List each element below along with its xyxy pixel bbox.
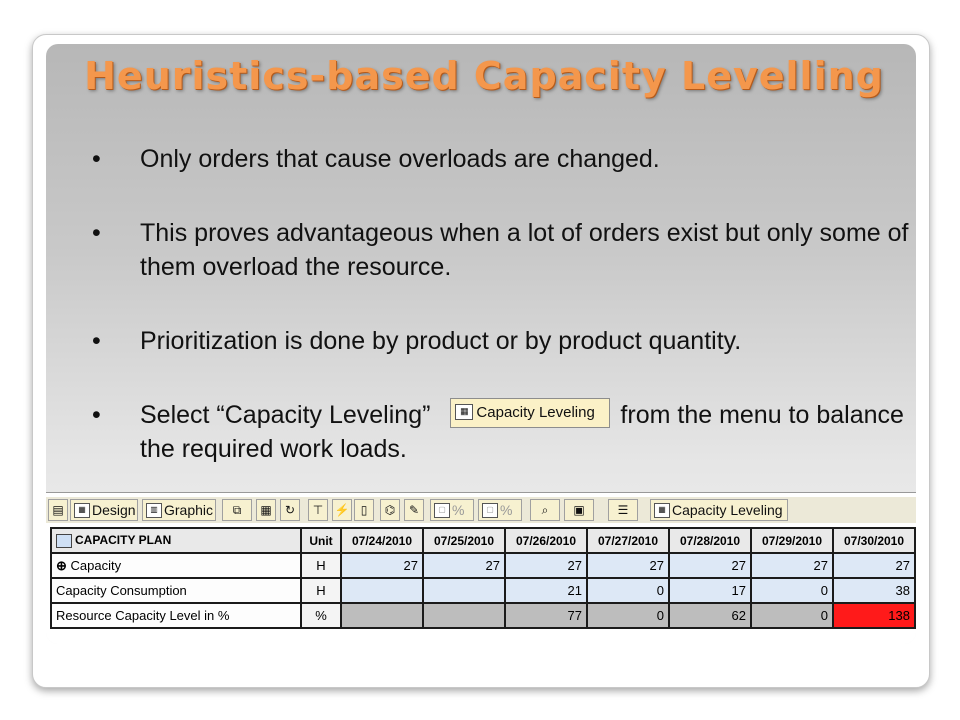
alert-icon[interactable]: ⚡ bbox=[332, 499, 352, 521]
value-cell[interactable]: 0 bbox=[587, 578, 669, 603]
unit-cell: H bbox=[301, 578, 341, 603]
open-folder-icon[interactable]: ▤ bbox=[48, 499, 68, 521]
bullet-item bbox=[86, 142, 916, 176]
value-cell[interactable]: 0 bbox=[587, 603, 669, 628]
table-icon bbox=[56, 534, 72, 548]
bullet-item bbox=[86, 398, 916, 466]
graphic-icon: ▥ bbox=[146, 503, 162, 518]
bullet-item bbox=[86, 216, 916, 284]
bullet-list bbox=[86, 142, 916, 506]
hierarchy-icon[interactable]: ⌬ bbox=[380, 499, 400, 521]
copy-icon[interactable]: ⧉ bbox=[222, 499, 252, 521]
value-cell[interactable]: 21 bbox=[505, 578, 587, 603]
value-cell[interactable]: 0 bbox=[751, 578, 833, 603]
value-cell[interactable] bbox=[341, 603, 423, 628]
view-icon[interactable]: ▣ bbox=[564, 499, 594, 521]
bullet-dot: • bbox=[92, 145, 101, 173]
date-header: 07/26/2010 bbox=[505, 528, 587, 553]
edit-icon[interactable]: ✎ bbox=[404, 499, 424, 521]
zoom-icon: ⊕ bbox=[56, 557, 67, 573]
capacity-leveling-icon: ▦ bbox=[654, 503, 670, 518]
design-icon: ▦ bbox=[74, 503, 90, 518]
date-header: 07/27/2010 bbox=[587, 528, 669, 553]
date-header: 07/28/2010 bbox=[669, 528, 751, 553]
slide-title: Heuristics-based Capacity Levelling bbox=[84, 54, 884, 98]
bullet-item bbox=[86, 324, 916, 358]
bullet-text: This proves advantageous when a lot of orders exist but only some of them overload the resource. bbox=[140, 219, 909, 281]
value-cell[interactable] bbox=[341, 578, 423, 603]
capacity-plan-table bbox=[50, 527, 916, 629]
graphic-button[interactable] bbox=[142, 499, 216, 521]
table-row bbox=[51, 553, 915, 578]
table-header-row bbox=[51, 528, 915, 553]
row-label-consumption[interactable]: Capacity Consumption bbox=[51, 578, 301, 603]
percent-icon: ▢ bbox=[434, 503, 450, 518]
search-icon[interactable]: ⌕ bbox=[530, 499, 560, 521]
value-cell[interactable]: 27 bbox=[341, 553, 423, 578]
bullet-text: Only orders that cause overloads are changed. bbox=[140, 145, 660, 173]
toolbar bbox=[46, 497, 916, 523]
slide bbox=[46, 44, 916, 644]
value-cell[interactable]: 27 bbox=[751, 553, 833, 578]
value-cell[interactable]: 27 bbox=[833, 553, 915, 578]
value-cell[interactable] bbox=[423, 603, 505, 628]
value-cell[interactable]: 17 bbox=[669, 578, 751, 603]
capacity-leveling-button[interactable] bbox=[650, 499, 788, 521]
value-cell[interactable]: 27 bbox=[669, 553, 751, 578]
value-cell[interactable]: 27 bbox=[505, 553, 587, 578]
bullet-dot: • bbox=[92, 219, 101, 247]
design-button[interactable] bbox=[70, 499, 138, 521]
date-header: 07/24/2010 bbox=[341, 528, 423, 553]
value-cell[interactable]: 27 bbox=[423, 553, 505, 578]
filter-icon[interactable]: ⊤ bbox=[308, 499, 328, 521]
capacity-leveling-icon: ▦ bbox=[455, 404, 473, 420]
date-header: 07/25/2010 bbox=[423, 528, 505, 553]
bullet-text: Prioritization is done by product or by product quantity. bbox=[140, 327, 742, 355]
row-label-capacity-level[interactable]: Resource Capacity Level in % bbox=[51, 603, 301, 628]
date-header: 07/30/2010 bbox=[833, 528, 915, 553]
table-row bbox=[51, 578, 915, 603]
value-cell[interactable]: 62 bbox=[669, 603, 751, 628]
capacity-plan-header: CAPACITY PLAN bbox=[51, 528, 301, 553]
capacity-leveling-button-image bbox=[450, 398, 610, 428]
percent-label-2: % bbox=[500, 502, 513, 518]
capacity-leveling-label: Capacity Leveling bbox=[672, 502, 783, 518]
unit-header: Unit bbox=[301, 528, 341, 553]
calculator-icon[interactable]: ▦ bbox=[256, 499, 276, 521]
overload-value-cell[interactable]: 138 bbox=[833, 603, 915, 628]
refresh-icon[interactable]: ↻ bbox=[280, 499, 300, 521]
value-cell[interactable]: 27 bbox=[587, 553, 669, 578]
document-icon[interactable]: ▯ bbox=[354, 499, 374, 521]
value-cell[interactable]: 0 bbox=[751, 603, 833, 628]
value-cell[interactable] bbox=[423, 578, 505, 603]
row-label-capacity[interactable]: ⊕ Capacity bbox=[51, 553, 301, 578]
date-header: 07/29/2010 bbox=[751, 528, 833, 553]
unit-cell: H bbox=[301, 553, 341, 578]
value-cell[interactable]: 77 bbox=[505, 603, 587, 628]
bullet-dot: • bbox=[92, 327, 101, 355]
capacity-leveling-button-label: Capacity Leveling bbox=[476, 404, 595, 422]
design-label: Design bbox=[92, 502, 136, 518]
unit-cell: % bbox=[301, 603, 341, 628]
percent-label-1: % bbox=[452, 502, 465, 518]
percent-button-1[interactable] bbox=[430, 499, 474, 521]
bullet-text-before: Select “Capacity Leveling” bbox=[140, 401, 431, 429]
bullet-dot: • bbox=[92, 401, 101, 429]
bullet-text-after: from the menu to balance the required work loads. bbox=[140, 401, 904, 463]
percent-icon: ▢ bbox=[482, 503, 498, 518]
table-row bbox=[51, 603, 915, 628]
list-icon[interactable]: ☰ bbox=[608, 499, 638, 521]
capacity-plan-screenshot bbox=[46, 492, 916, 644]
percent-button-2[interactable] bbox=[478, 499, 522, 521]
graphic-label: Graphic bbox=[164, 502, 214, 518]
value-cell[interactable]: 38 bbox=[833, 578, 915, 603]
